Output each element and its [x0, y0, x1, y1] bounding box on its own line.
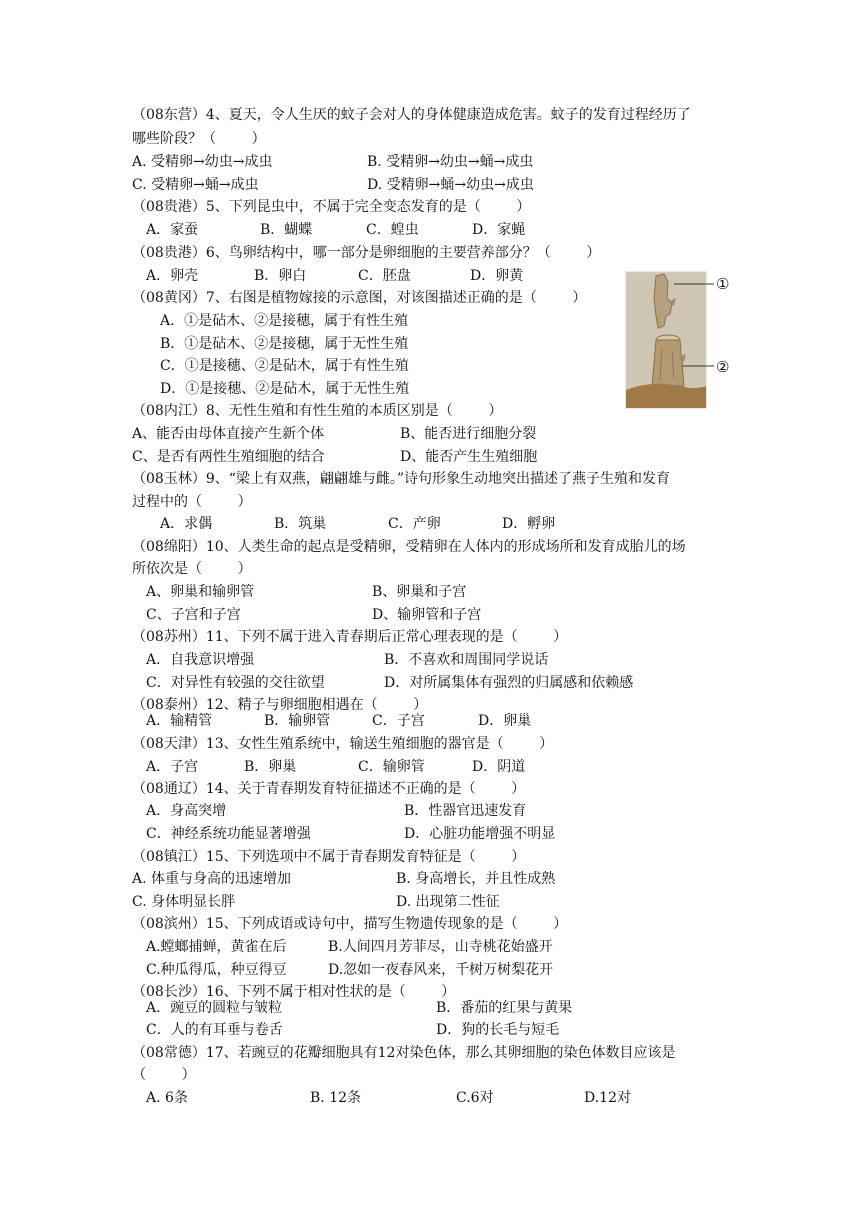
question-8-option-d: D、能否产生生殖细胞	[400, 449, 538, 465]
question-8-option-c: C、是否有两性生殖细胞的结合	[132, 449, 325, 465]
question-13-option-b: B．卵巢	[244, 759, 297, 775]
question-17-stem: （08常德）17、若豌豆的花瓣细胞具有12对染色体，那么其卵细胞的染色体数目应该是	[132, 1045, 676, 1061]
question-16-stem: （08长沙）16、下列不属于相对性状的是（ ）	[132, 984, 456, 1000]
question-5-option-b: B．蝴蝶	[260, 222, 313, 238]
question-8-stem: （08内江）8、无性生殖和有性生殖的本质区别是（ ）	[132, 403, 503, 419]
question-11-option-b: B．不喜欢和周围同学说话	[384, 652, 549, 668]
question-17-option-b: B. 12条	[310, 1090, 362, 1106]
question-16-option-b: B．番茄的红果与黄果	[436, 1000, 573, 1016]
question-15a-stem: （08镇江）15、下列选项中不属于青春期发育特征是（ ）	[132, 849, 526, 865]
question-14-stem: （08通辽）14、关于青春期发育特征描述不正确的是（ ）	[132, 781, 526, 797]
question-4-stem: （08东营）4、夏天，令人生厌的蚊子会对人的身体健康造成危害。蚊子的发育过程经历了	[132, 107, 691, 123]
question-12-stem: （08泰州）12、精子与卵细胞相遇在（ ）	[132, 697, 428, 713]
question-8-option-a: A、能否由母体直接产生新个体	[132, 426, 325, 442]
question-4-stem-cont: 哪些阶段？（ ）	[132, 131, 266, 147]
question-9-stem-cont: 过程中的（ ）	[132, 494, 252, 510]
question-12-option-b: B．输卵管	[264, 713, 331, 729]
question-5-stem: （08贵港）5、下列昆虫中，不属于完全变态发育的是（ ）	[132, 199, 531, 215]
figure-label-2: ②	[716, 358, 730, 376]
question-10-option-d: D、输卵管和子宫	[372, 607, 482, 623]
question-9-option-a: A．求偶	[160, 516, 213, 532]
question-6-option-c: C．胚盘	[358, 268, 411, 284]
question-5-option-d: D．家蝇	[472, 222, 526, 238]
question-15a-option-d: D. 出现第二性征	[396, 894, 500, 910]
question-7-stem: （08黄冈）7、右图是植物嫁接的示意图，对该图描述正确的是（ ）	[132, 290, 587, 306]
question-11-option-a: A．自我意识增强	[146, 652, 255, 668]
question-6-option-b: B．卵白	[254, 268, 307, 284]
question-13-option-c: C．输卵管	[358, 759, 425, 775]
question-4-option-c: C. 受精卵→蛹→成虫	[132, 177, 259, 193]
question-17-option-a: A. 6条	[146, 1090, 188, 1106]
question-16-option-d: D．狗的长毛与短毛	[436, 1022, 560, 1038]
question-10-stem: （08绵阳）10、人类生命的起点是受精卵，受精卵在人体内的形成场所和发育成胎儿的场	[132, 539, 686, 555]
question-10-stem-cont: 所依次是（ ）	[132, 561, 252, 577]
question-15a-option-b: B. 身高增长，并且性成熟	[396, 871, 556, 887]
grafting-diagram-icon	[622, 268, 746, 410]
question-12-option-a: A．输精管	[146, 713, 213, 729]
question-7-option-b: B．①是砧木、②是接穗，属于无性生殖	[160, 336, 409, 352]
question-9-stem: （08玉林）9、“梁上有双燕，翩翩雄与雌。”诗句形象生动地突出描述了燕子生殖和发育	[132, 471, 671, 487]
question-5-option-c: C．蝗虫	[366, 222, 419, 238]
question-12-option-c: C．子宫	[372, 713, 425, 729]
question-9-option-b: B．筑巢	[274, 516, 327, 532]
question-4-option-d: D. 受精卵→蛹→幼虫→成虫	[367, 177, 534, 193]
question-15b-option-b: B.人间四月芳菲尽，山寺桃花始盛开	[328, 939, 553, 955]
question-4-option-b: B. 受精卵→幼虫→蛹→成虫	[367, 154, 534, 170]
question-6-option-d: D．卵黄	[470, 268, 524, 284]
question-10-option-b: B、卵巢和子宫	[372, 584, 467, 600]
question-11-option-d: D．对所属集体有强烈的归属感和依赖感	[384, 675, 634, 691]
question-6-option-a: A．卵壳	[146, 268, 199, 284]
question-14-option-a: A．身高突增	[146, 803, 227, 819]
question-7-option-a: A．①是砧木、②是接穗，属于有性生殖	[160, 313, 409, 329]
question-17-option-c: C.6对	[456, 1090, 494, 1106]
question-7-option-c: C．①是接穗、②是砧木，属于有性生殖	[160, 358, 409, 374]
question-15b-stem: （08滨州）15、下列成语或诗句中，描写生物遗传现象的是（ ）	[132, 916, 568, 932]
question-7-option-d: D．①是接穗、②是砧木，属于无性生殖	[160, 381, 410, 397]
question-15b-option-d: D.忽如一夜春风来，千树万树梨花开	[328, 962, 554, 978]
question-6-stem: （08贵港）6、鸟卵结构中，哪一部分是卵细胞的主要营养部分？（ ）	[132, 245, 601, 261]
question-13-option-a: A．子宫	[146, 759, 199, 775]
question-10-option-a: A、卵巢和输卵管	[146, 584, 255, 600]
question-4-option-a: A. 受精卵→幼虫→成虫	[132, 154, 273, 170]
question-13-stem: （08天津）13、女性生殖系统中，输送生殖细胞的器官是（ ）	[132, 736, 554, 752]
question-15a-option-c: C. 身体明显长胖	[132, 894, 236, 910]
question-9-option-d: D．孵卵	[502, 516, 556, 532]
question-9-option-c: C．产卵	[388, 516, 441, 532]
question-12-option-d: D．卵巢	[478, 713, 532, 729]
question-15b-option-a: A.螳螂捕蝉，黄雀在后	[146, 939, 287, 955]
question-16-option-c: C．人的有耳垂与卷舌	[146, 1022, 283, 1038]
question-14-option-b: B．性器官迅速发育	[404, 803, 527, 819]
question-15a-option-a: A. 体重与身高的迅速增加	[132, 871, 292, 887]
question-8-option-b: B、能否进行细胞分裂	[400, 426, 537, 442]
question-14-option-c: C．神经系统功能显著增强	[146, 826, 311, 842]
question-14-option-d: D．心脏功能增强不明显	[404, 826, 556, 842]
question-11-stem: （08苏州）11、下列不属于进入青春期后正常心理表现的是（ ）	[132, 629, 568, 645]
question-13-option-d: D．阴道	[472, 759, 526, 775]
question-11-option-c: C．对异性有较强的交往欲望	[146, 675, 325, 691]
figure-label-1: ①	[716, 275, 730, 293]
question-10-option-c: C、子宫和子宫	[146, 607, 241, 623]
question-17-option-d: D.12对	[584, 1090, 631, 1106]
question-15b-option-c: C.种瓜得瓜，种豆得豆	[146, 962, 287, 978]
question-16-option-a: A．豌豆的圆粒与皱粒	[146, 1000, 283, 1016]
question-17-stem-cont: （ ）	[132, 1067, 196, 1083]
question-5-option-a: A．家蚕	[146, 222, 199, 238]
